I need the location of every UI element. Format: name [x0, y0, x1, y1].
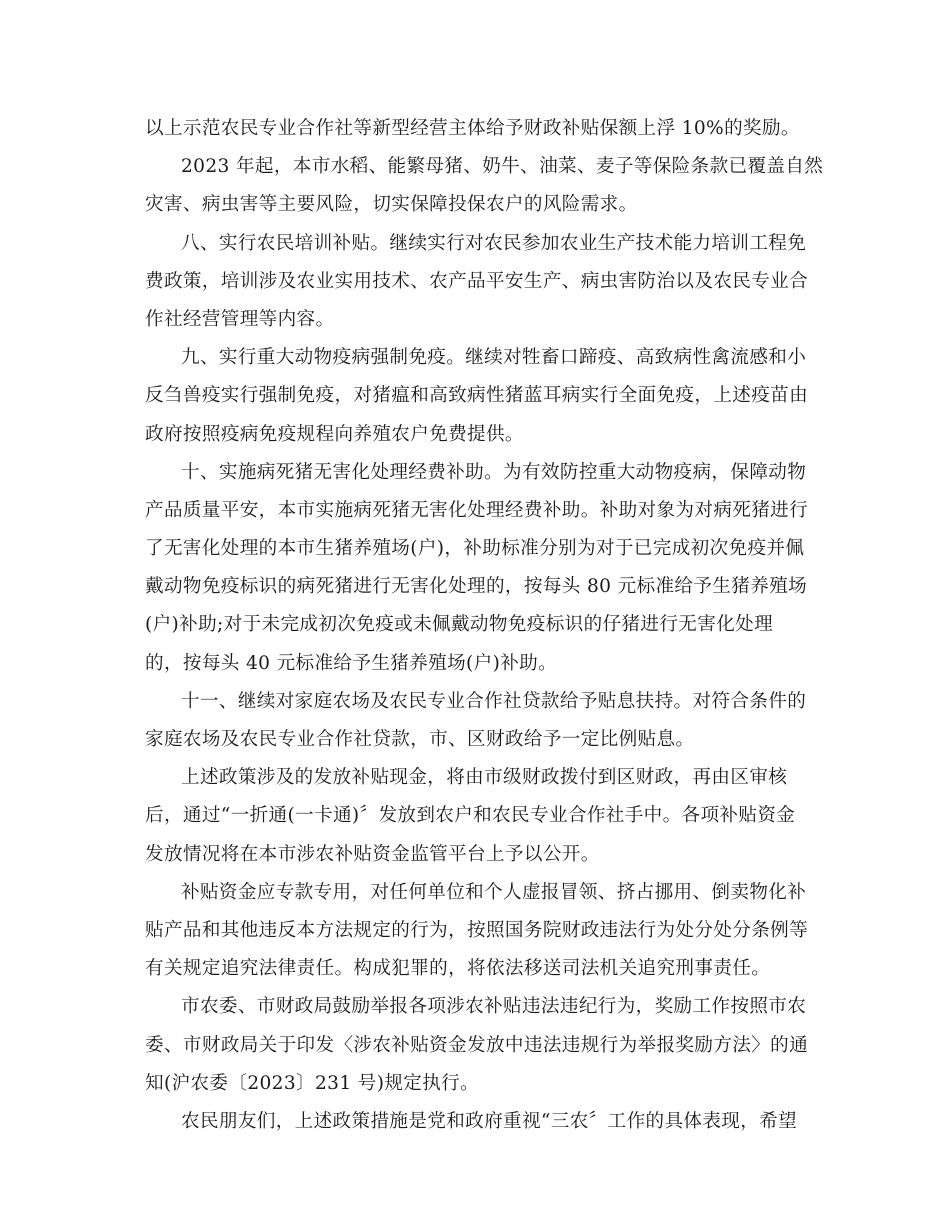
- text-line: 灾害、病虫害等主要风险，切实保障投保农户的风险需求。: [145, 194, 638, 216]
- text-line: 发放情况将在本市涉农补贴资金监管平台上予以公开。: [145, 843, 600, 865]
- text-line: 贴产品和其他违反本方法规定的行为，按照国务院财政违法行为处分处分条例等: [145, 919, 809, 941]
- text-line: 有关规定追究法律责任。构成犯罪的，将依法移送司法机关追究刑事责任。: [145, 958, 771, 980]
- text-line: 农民朋友们，上述政策措施是党和政府重视“三农〞工作的具体表现，希望: [181, 1110, 798, 1132]
- text-line: 2023 年起，本市水稻、能繁母猪、奶牛、油菜、麦子等保险条款已覆盖自然: [181, 156, 824, 178]
- text-line: 以上示范农民专业合作社等新型经营主体给予财政补贴保额上浮 10%的奖励。: [145, 118, 800, 139]
- text-line: 反刍兽疫实行强制免疫，对猪瘟和高致病性猪蓝耳病实行全面免疫，上述疫苗由: [145, 385, 809, 407]
- text-line: 费政策，培训涉及农业实用技术、农产品平安生产、病虫害防治以及农民专业合: [145, 270, 809, 292]
- text-line: 委、市财政局关于印发〈涉农补贴资金发放中违法违规行为举报奖励方法〉的通: [145, 1034, 809, 1056]
- text-line: 家庭农场及农民专业合作社贷款，市、区财政给予一定比例贴息。: [145, 729, 695, 750]
- text-line: 知(沪农委〔2023〕231 号)规定执行。: [145, 1072, 480, 1094]
- document-page: [145, 113, 824, 1144]
- text-line: 市农委、市财政局鼓励举报各项涉农补贴违法违纪行为，奖励工作按照市农: [181, 996, 807, 1018]
- text-line: 九、实行重大动物疫病强制免疫。继续对牲畜口蹄疫、高致病性禽流感和小: [181, 347, 807, 369]
- text-line: 戴动物免疫标识的病死猪进行无害化处理的，按每头 80 元标准给予生猪养殖场: [145, 576, 808, 598]
- text-line: 十、实施病死猪无害化处理经费补助。为有效防控重大动物疫病，保障动物: [181, 461, 807, 483]
- text-line: 政府按照疫病免疫规程向养殖农户免费提供。: [145, 423, 524, 445]
- text-line: 上述政策涉及的发放补贴现金，将由市级财政拨付到区财政，再由区审核: [181, 767, 788, 789]
- text-line: 八、实行农民培训补贴。继续实行对农民参加农业生产技术能力培训工程免: [181, 232, 807, 254]
- text-line: 的，按每头 40 元标准给予生猪养殖场(户)补助。: [145, 652, 558, 674]
- text-line: 补贴资金应专款专用，对任何单位和个人虚报冒领、挤占挪用、倒卖物化补: [181, 881, 807, 903]
- text-line: (户)补助;对于未完成初次免疫或未佩戴动物免疫标识的仔猪进行无害化处理: [145, 614, 774, 636]
- text-line: 产品质量平安，本市实施病死猪无害化处理经费补助。补助对象为对病死猪进行: [145, 499, 809, 521]
- text-line: 了无害化处理的本市生猪养殖场(户)，补助标准分别为对于已完成初次免疫并佩: [145, 538, 805, 560]
- text-line: 后，通过“一折通(一卡通)〞发放到农户和农民专业合作社手中。各项补贴资金: [145, 805, 796, 827]
- text-line: 十一、继续对家庭农场及农民专业合作社贷款给予贴息扶持。对符合条件的: [181, 690, 807, 712]
- text-line: 作社经营管理等内容。: [145, 308, 335, 330]
